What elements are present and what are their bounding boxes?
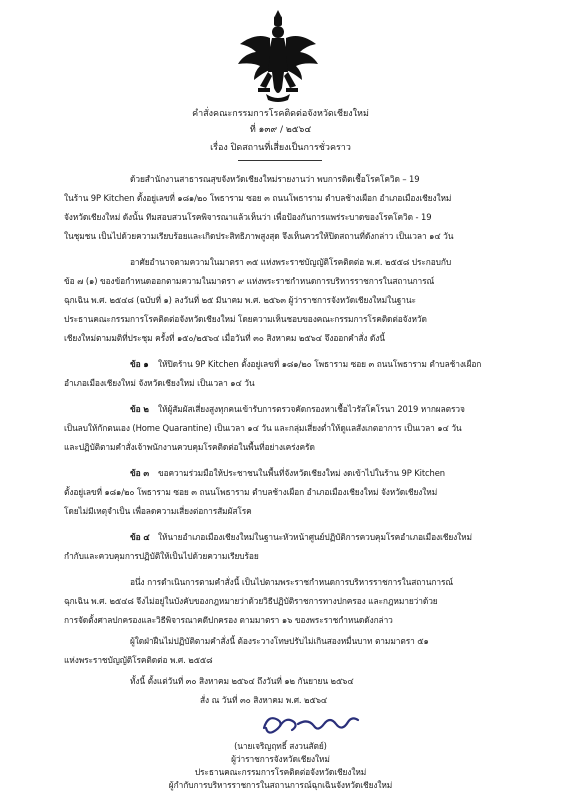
signatory-name: (นายเจริญฤทธิ์ สงวนสัตย์) xyxy=(234,741,327,751)
body-line: ประธานคณะกรรมการโรคติดต่อจังหวัดเชียงใหม่ โดยความเห็นชอบของคณะกรรมการโรคติดต่อจังหวัด xyxy=(64,314,427,324)
body-line: และปฏิบัติตามคำสั่งเจ้าพนักงานควบคุมโรคติดต่อในพื้นที่อย่างเคร่งครัด xyxy=(64,442,315,452)
body-line: อาศัยอำนาจตามความในมาตรา ๓๕ แห่งพระราชบัญญัติโรคติดต่อ พ.ศ. ๒๕๕๘ ประกอบกับ xyxy=(130,257,452,267)
body-line: จังหวัดเชียงใหม่ ดังนั้น ทีมสอบสวนโรคพิจารณาแล้วเห็นว่า เพื่อป้องกันการแพร่ระบาดของโรคโควิด - 19 xyxy=(64,212,432,222)
clause-label: ข้อ ๓ xyxy=(130,468,149,478)
order-subject: เรื่อง ปิดสถานที่เสี่ยงเป็นการชั่วคราว xyxy=(210,143,351,153)
body-line: ตั้งอยู่เลขที่ ๑๘๑/๒๐ โพธาราม ซอย ๓ ถนนโพธาราม ตำบลช้างเผือก อำเภอเมืองเชียงใหม่ จังหวัดเชียงใหม่ xyxy=(64,487,438,497)
body-line: ฉุกเฉิน พ.ศ. ๒๕๔๘ จึงไม่อยู่ในบังคับของกฎหมายว่าด้วยวิธีปฏิบัติราชการทางปกครอง และกฎหมายว่าด้วย xyxy=(64,596,438,606)
body-line: ด้วยสำนักงานสาธารณสุขจังหวัดเชียงใหม่รายงานว่า พบการติดเชื้อโรคโควิด – 19 xyxy=(130,174,420,184)
body-line: เป็นลบให้กักตนเอง (Home Quarantine) เป็นเวลา ๑๔ วัน และกลุ่มเสี่ยงต่ำให้ดูแลสังเกตอาการ เป็นเวลา ๑๔ วัน xyxy=(64,423,462,433)
body-line: อนึ่ง การดำเนินการตามคำสั่งนี้ เป็นไปตามพระราชกำหนดการบริหารราชการในสถานการณ์ xyxy=(130,577,454,587)
body-line: การจัดตั้งศาลปกครองและวิธีพิจารณาคดีปกครอง ตามมาตรา ๑๖ ของพระราชกำหนดดังกล่าว xyxy=(64,615,393,625)
body-line: ฉุกเฉิน พ.ศ. ๒๕๔๘ (ฉบับที่ ๑) ลงวันที่ ๒๕ มีนาคม พ.ศ. ๒๕๖๓ ผู้ว่าราชการจังหวัดเชียงใหม่ในฐานะ xyxy=(64,295,416,305)
body-line: ให้นายอำเภอเมืองเชียงใหม่ในฐานะหัวหน้าศูนย์ปฏิบัติการควบคุมโรคอำเภอเมืองเชียงใหม่ xyxy=(158,532,472,542)
signatory-position: ผู้กำกับการบริหารราชการในสถานการณ์ฉุกเฉินจังหวัดเชียงใหม่ xyxy=(168,780,393,790)
order-date: สั่ง ณ วันที่ ๓๐ สิงหาคม พ.ศ. ๒๕๖๔ xyxy=(200,695,328,705)
body-line: กำกับและควบคุมการปฏิบัติให้เป็นไปด้วยความเรียบร้อย xyxy=(64,551,259,561)
body-line: ในชุมชน เป็นไปด้วยความเรียบร้อยและเกิดประสิทธิภาพสูงสุด จึงเห็นควรให้ปิดสถานที่ดังกล่าว เป็นเวลา ๑๔ วัน xyxy=(64,231,454,241)
body-line: ข้อ ๗ (๑) ของข้อกำหนดออกตามความในมาตรา ๙ แห่งพระราชกำหนดการบริหารราชการในสถานการณ์ xyxy=(64,276,435,286)
signatory-position: ประธานคณะกรรมการโรคติดต่อจังหวัดเชียงใหม่ xyxy=(194,767,367,777)
body-line: ให้ปิดร้าน 9P Kitchen ตั้งอยู่เลขที่ ๑๘๑/๒๐ โพธาราม ซอย ๓ ถนนโพธาราม ตำบลช้างเผือก xyxy=(158,359,482,369)
body-line: ขอความร่วมมือให้ประชาชนในพื้นที่จังหวัดเชียงใหม่ งดเข้าไปในร้าน 9P Kitchen xyxy=(158,468,446,478)
body-line: แห่งพระราชบัญญัติโรคติดต่อ พ.ศ. ๒๕๕๘ xyxy=(64,655,213,665)
body-line: อำเภอเมืองเชียงใหม่ จังหวัดเชียงใหม่ เป็นเวลา ๑๔ วัน xyxy=(64,378,255,388)
body-line: ผู้ใดฝ่าฝืนไม่ปฏิบัติตามคำสั่งนี้ ต้องระวางโทษปรับไม่เกินสองหมื่นบาท ตามมาตรา ๕๑ xyxy=(130,636,429,646)
clause-label: ข้อ ๔ xyxy=(130,532,150,542)
body-line: ให้ผู้สัมผัสเสี่ยงสูงทุกคนเข้ารับการตรวจคัดกรองหาเชื้อไวรัสโคโรนา 2019 หากผลตรวจ xyxy=(158,404,465,414)
effective-period: ทั้งนี้ ตั้งแต่วันที่ ๓๐ สิงหาคม ๒๕๖๔ ถึงวันที่ ๑๒ กันยายน ๒๕๖๔ xyxy=(130,676,354,686)
header-divider xyxy=(238,160,322,161)
signature-mark xyxy=(258,704,368,740)
clause-label: ข้อ ๑ xyxy=(130,359,149,369)
order-title: คำสั่งคณะกรรมการโรคติดต่อจังหวัดเชียงใหม่ xyxy=(192,109,369,119)
garuda-emblem-icon xyxy=(236,8,320,104)
body-line: เชียงใหม่ตามมติที่ประชุม ครั้งที่ ๑๕๐/๒๕๖๔ เมื่อวันที่ ๓๐ สิงหาคม ๒๕๖๔ จึงออกคำสั่ง ดังนี้ xyxy=(64,333,385,343)
body-line: โดยไม่มีเหตุจำเป็น เพื่อลดความเสี่ยงต่อการสัมผัสโรค xyxy=(64,506,252,516)
signatory-position: ผู้ว่าราชการจังหวัดเชียงใหม่ xyxy=(231,754,330,764)
order-number: ที่ ๑๓๙ / ๒๕๖๔ xyxy=(249,125,312,135)
body-line: ในร้าน 9P Kitchen ตั้งอยู่เลขที่ ๑๘๑/๒๐ โพธาราม ซอย ๓ ถนนโพธาราม ตำบลช้างเผือก อำเภอเมืองเชียงใหม่ xyxy=(64,193,452,203)
clause-label: ข้อ ๒ xyxy=(130,404,149,414)
